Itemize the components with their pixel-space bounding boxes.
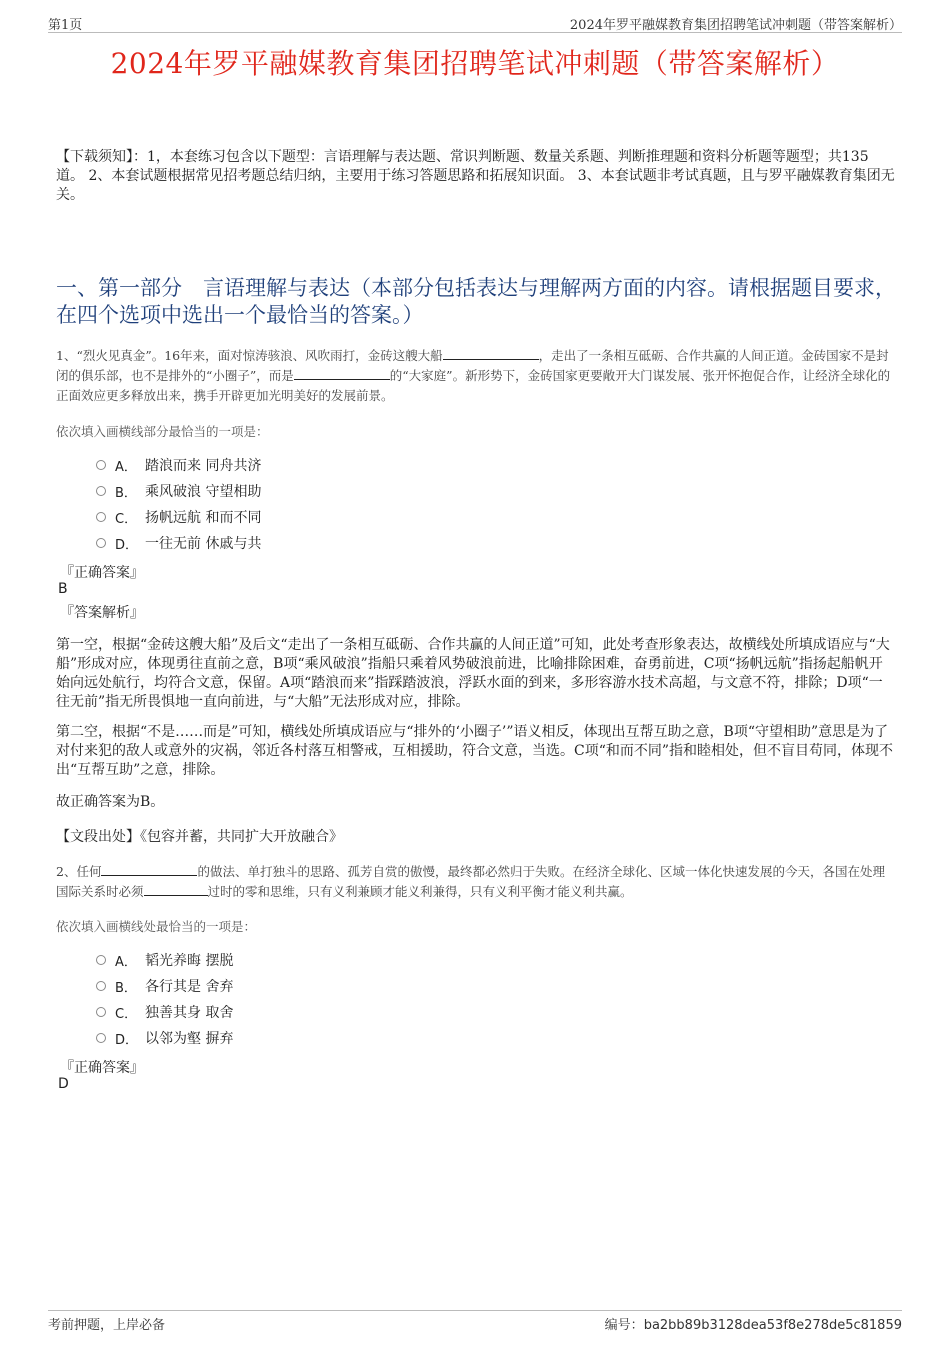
- option-c[interactable]: C． 扬帆远航 和而不同: [96, 504, 261, 530]
- page-footer: [48, 1314, 902, 1334]
- blank-3: [101, 863, 197, 876]
- question-1-part2: ，走出了一条相互砥砺、合作共赢的人间正道。金砖国家不是封闭的俱乐部，也不是排外的“小圈子”，而是: [56, 348, 889, 383]
- radio-icon[interactable]: [96, 460, 106, 470]
- option-b[interactable]: B． 乘风破浪 守望相助: [96, 478, 261, 504]
- option-d[interactable]: D． 一往无前 休戚与共: [96, 530, 261, 556]
- radio-icon[interactable]: [96, 981, 106, 991]
- radio-icon[interactable]: [96, 512, 106, 522]
- page-number: 第1页: [48, 18, 83, 33]
- option-d[interactable]: D． 以邻为壑 摒弃: [96, 1025, 233, 1051]
- footer-slogan: 考前押题，上岸必备: [48, 1318, 166, 1333]
- page-header: [48, 14, 902, 34]
- blank-2: [294, 367, 390, 380]
- correct-answer-label: 『正确答案』: [60, 1060, 144, 1076]
- question-2-part1: 2、任何: [56, 864, 102, 879]
- footer-divider: [48, 1310, 902, 1311]
- download-notice: 【下载须知】：1，本套练习包含以下题型：言语理解与表达题、常识判断题、数量关系题、判断推理题和资料分析题等题型；共135道。 2、本套试题根据常见招考题总结归纳，主要用于练习答题思路和拓展知识面。 3、本套试题非考试真题，且与罗平融媒教育集团无关。: [56, 149, 895, 203]
- section-heading: 一、第一部分 言语理解与表达（本部分包括表达与理解两方面的内容。请根据题目要求，在四个选项中选出一个最恰当的答案。）: [56, 276, 896, 327]
- correct-answer: B: [58, 581, 68, 597]
- radio-icon[interactable]: [96, 538, 106, 548]
- question-2-text: [56, 862, 896, 902]
- radio-icon[interactable]: [96, 1033, 106, 1043]
- option-a[interactable]: A． 踏浪而来 同舟共济: [96, 452, 261, 478]
- page-title: 2024年罗平融媒教育集团招聘笔试冲刺题（带答案解析）: [110, 47, 840, 80]
- footer-doc-id: 编号：ba2bb89b3128dea53f8e278de5c81859: [604, 1318, 902, 1333]
- option-c[interactable]: C． 独善其身 取舍: [96, 999, 233, 1025]
- question-2-part2: 的做法、单打独斗的思路、孤芳自赏的傲慢，最终都必然归于失败。在经济全球化、区域一体化快速发展的今天，各国在处理国际关系时必须: [56, 864, 885, 899]
- radio-icon[interactable]: [96, 486, 106, 496]
- option-b[interactable]: B． 各行其是 舍弃: [96, 973, 233, 999]
- analysis-paragraph-2: 第二空，根据“不是……而是”可知，横线处所填成语应与“排外的‘小圈子’”语义相反，体现出互帮互助之意，B项“守望相助”意思是为了对付来犯的敌人或意外的灾祸，邻近各村落互相警戒，互相援助，符合文意，当选。C项“和而不同”指和睦相处，但不盲目苟同，体现不出“互帮互助”之意，排除。: [56, 724, 894, 778]
- analysis-conclusion: 故正确答案为B。: [56, 794, 165, 810]
- analysis-label: 『答案解析』: [60, 605, 144, 621]
- question-1-options: [96, 452, 261, 556]
- question-1-prompt: 依次填入画横线部分最恰当的一项是：: [56, 424, 269, 439]
- question-2-options: [96, 947, 233, 1051]
- radio-icon[interactable]: [96, 1007, 106, 1017]
- blank-1: [443, 347, 539, 360]
- passage-source: 【文段出处】《包容并蓄，共同扩大开放融合》: [56, 829, 343, 845]
- question-1-part3: 的“大家庭”。新形势下，金砖国家更要敞开大门谋发展、张开怀抱促合作，让经济全球化的正面效应更多释放出来，携手开辟更加光明美好的发展前景。: [56, 368, 891, 403]
- header-doc-title: 2024年罗平融媒教育集团招聘笔试冲刺题（带答案解析）: [569, 18, 902, 33]
- correct-answer-label: 『正确答案』: [60, 565, 144, 581]
- question-2-prompt: 依次填入画横线处最恰当的一项是：: [56, 919, 257, 934]
- blank-4: [144, 883, 208, 896]
- question-1-part1: 1、“烈火见真金”。16年来，面对惊涛骇浪、风吹雨打，金砖这艘大船: [56, 348, 443, 363]
- question-2-part3: 过时的零和思维，只有义利兼顾才能义利兼得，只有义利平衡才能义利共赢。: [207, 884, 633, 899]
- option-a[interactable]: A． 韬光养晦 摆脱: [96, 947, 233, 973]
- question-1-text: [56, 346, 896, 406]
- header-divider: [48, 32, 902, 33]
- radio-icon[interactable]: [96, 955, 106, 965]
- correct-answer: D: [58, 1076, 69, 1092]
- analysis-paragraph-1: 第一空，根据“金砖这艘大船”及后文“走出了一条相互砥砺、合作共赢的人间正道”可知，此处考查形象表达，故横线处所填成语应与“大船”形成对应，体现勇往直前之意，B项“乘风破浪”指船只乘着风势破浪前进，比喻排除困难，奋勇前进，C项“扬帆远航”指扬起船帆开始向远处航行，均符合文意，保留。A项“踏浪而来”指踩踏波浪，浮跃水面的到来，多形容游水技术高超，与文意不符，排除；D项“一往无前”指无所畏惧地一直向前进，与“大船”无法形成对应，排除。: [56, 637, 890, 710]
